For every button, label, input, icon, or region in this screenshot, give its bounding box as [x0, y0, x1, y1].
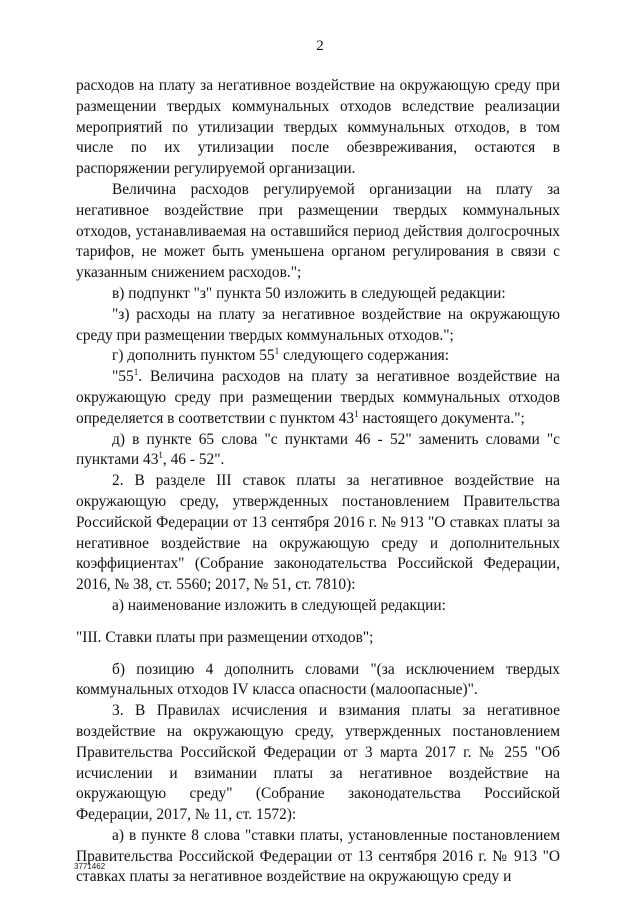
- superscript: 1: [274, 346, 280, 357]
- text-fragment: следующего содержания:: [279, 347, 450, 365]
- paragraph-subitem-b: б) позицию 4 дополнить словами "(за исключением твердых коммунальных отходов IV класса опасности (малоопасные)".: [76, 660, 560, 699]
- text-fragment: . Величина расходов на плату за негативное воздействие на окружающую среду при размещении твердых коммунальных отходов определяется в соответствии с пунктом 43: [76, 368, 560, 427]
- paragraph-subitem-g: [76, 346, 560, 367]
- text-fragment: д) в пункте 65 слова "с пунктами 46 - 52" заменить словами "с пунктами 43: [76, 430, 560, 469]
- text-fragment: "55: [112, 368, 134, 386]
- paragraph-section-2: 2. В разделе III ставок платы за негативное воздействие на окружающую среду, утвержденных постановлением Правительства Российской Федерации от 13 сентября 2016 г. № 913 "О ставках платы за негативное воздействие на окружающую среду и дополнительных коэффициентах" (Собрание законодательства Российской Федерации, 2016, № 38, ст. 5560; 2017, № 51, ст. 7810):: [76, 472, 560, 594]
- paragraph-quote-z: "з) расходы на плату за негативное воздействие на окружающую среду при размещении твердых коммунальных отходов.";: [76, 305, 560, 344]
- paragraph-expense-value: Величина расходов регулируемой организации на плату за негативное воздействие при размещении твердых коммунальных отходов, устанавливаемая на оставшийся период действия долгосрочных тарифов, не может быть уменьшена органом регулирования в связи с указанным снижением расходов.";: [76, 180, 560, 282]
- paragraph-heading-quote: "III. Ставки платы при размещении отходов";: [76, 628, 374, 646]
- text-fragment: , 46 - 52".: [162, 451, 225, 469]
- text-fragment: г) дополнить пунктом 55: [112, 347, 275, 365]
- paragraph-subitem-v: в) подпункт "з" пункта 50 изложить в следующей редакции:: [112, 284, 506, 302]
- text-fragment: настоящего документа.";: [358, 409, 525, 427]
- paragraph-subitem-a-8: а) в пункте 8 слова "ставки платы, установленные постановлением Правительства Российской Федерации от 13 сентября 2016 г. № 913 "О ставках платы за негативное воздействие на окружающую среду и: [76, 826, 560, 886]
- paragraph-section-3: 3. В Правилах исчисления и взимания платы за негативное воздействие на окружающую среду, утвержденных постановлением Правительства Российской Федерации от 3 марта 2017 г. № 255 "Об исчислении и взимании платы за негативное воздействие на окружающую среду" (Собрание законодательства Российской Федерации, 2017, № 11, ст. 1572):: [76, 702, 560, 824]
- paragraph-subitem-a: а) наименование изложить в следующей редакции:: [112, 596, 446, 614]
- paragraph-quote-55-1: [76, 367, 560, 429]
- paragraph-subitem-d: [76, 430, 560, 472]
- page-number: 2: [316, 38, 324, 54]
- superscript: 1: [158, 450, 163, 461]
- document-code: 3771462: [74, 862, 106, 871]
- document-body: [76, 76, 560, 888]
- paragraph-continuation: расходов на плату за негативное воздействие на окружающую среду при размещении твердых коммунальных отходов вследствие реализации мероприятий по утилизации твердых коммунальных отходов, в том числе по их утилизации после обезвреживания, остаются в распоряжении регулируемой организации.: [76, 77, 560, 178]
- superscript: 1: [354, 408, 359, 419]
- superscript: 1: [133, 367, 139, 378]
